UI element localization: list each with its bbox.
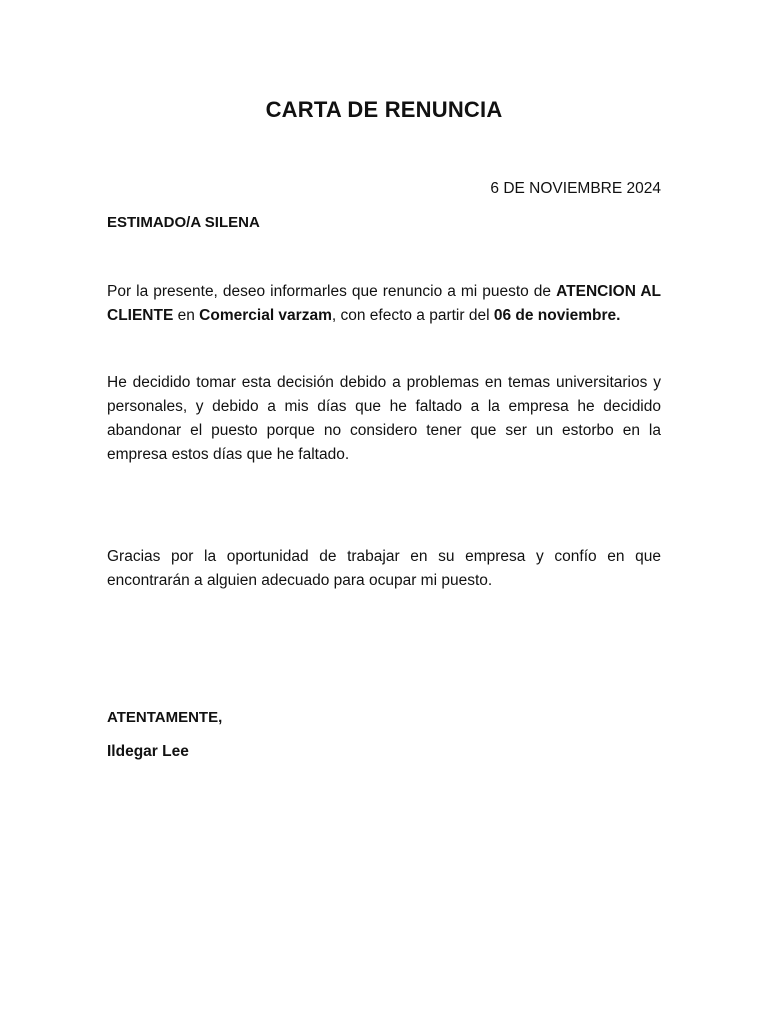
closing: ATENTAMENTE, bbox=[107, 709, 223, 726]
signature-name: Ildegar Lee bbox=[107, 743, 189, 760]
paragraph-text: , con efecto a partir del bbox=[331, 307, 494, 324]
company-name: Comercial varzam bbox=[199, 307, 332, 324]
salutation: ESTIMADO/A SILENA bbox=[107, 214, 260, 231]
letter-date: 6 DE NOVIEMBRE 2024 bbox=[490, 180, 661, 197]
paragraph-resignation bbox=[107, 280, 661, 328]
job-position: ATENCION AL CLIENTE bbox=[107, 283, 662, 324]
letter-title: CARTA DE RENUNCIA bbox=[265, 97, 503, 122]
paragraph-text: Por la presente, deseo informarles que renuncio a mi puesto de bbox=[107, 283, 557, 300]
paragraph-thanks: Gracias por la oportunidad de trabajar en su empresa y confío en que encontrarán a alguien adecuado para ocupar mi puesto. bbox=[107, 548, 661, 589]
effective-date: 06 de noviembre. bbox=[493, 307, 621, 324]
paragraph-text: en bbox=[173, 307, 200, 324]
paragraph-reason: He decidido tomar esta decisión debido a problemas en temas universitarios y personales, y debido a mis días que he faltado a la empresa he decidido abandonar el puesto porque no considero tener que ser un estorbo en la empresa estos días que he faltado. bbox=[107, 374, 661, 463]
